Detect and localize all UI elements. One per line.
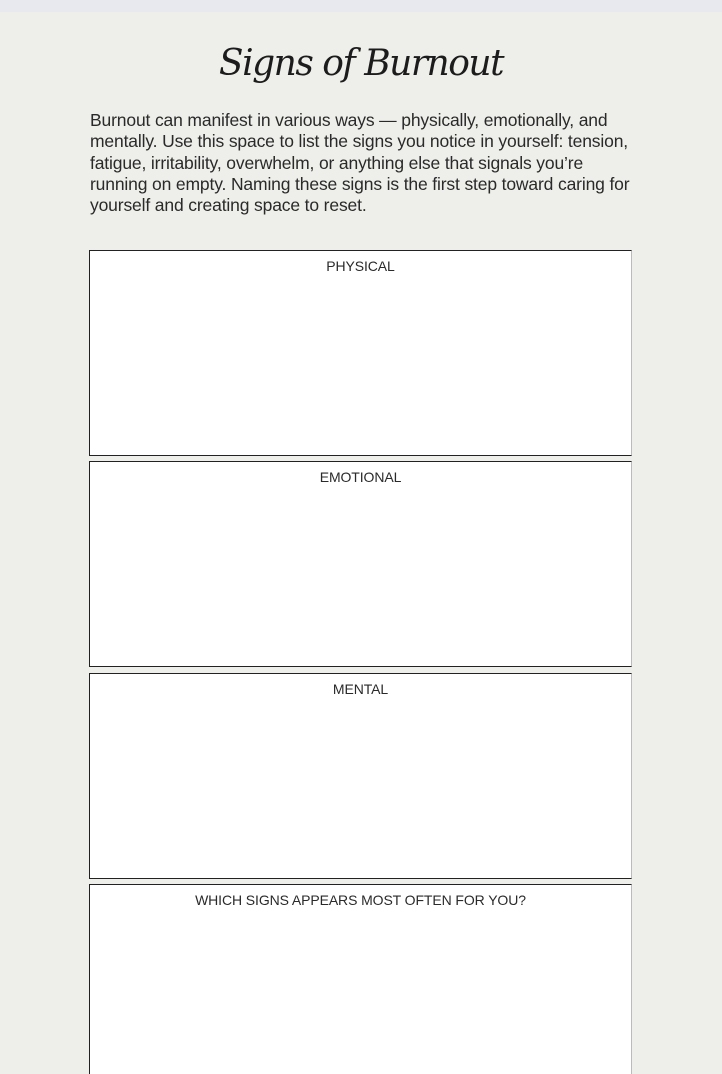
mental-label: MENTAL <box>332 681 389 697</box>
emotional-signs-box[interactable] <box>89 461 632 667</box>
mental-signs-box[interactable] <box>89 673 632 879</box>
intro-paragraph: Burnout can manifest in various ways — physically, emotionally, and mentally. Use this space to list the signs you notice in yourself: tension, fatigue, irritability, overwhelm, or anything else that signals you’re running on empty. Naming these signs is the first step toward caring for yourself and creating space to reset. <box>90 110 630 216</box>
most-often-label: WHICH SIGNS APPEARS MOST OFTEN FOR YOU? <box>195 892 526 908</box>
emotional-label: EMOTIONAL <box>319 469 402 485</box>
most-often-signs-box[interactable] <box>89 884 632 1074</box>
physical-signs-box[interactable] <box>89 250 632 456</box>
top-strip <box>0 0 722 12</box>
page-title: Signs of Burnout <box>218 43 504 84</box>
physical-label: PHYSICAL <box>326 258 395 274</box>
worksheet-page <box>0 12 722 1056</box>
